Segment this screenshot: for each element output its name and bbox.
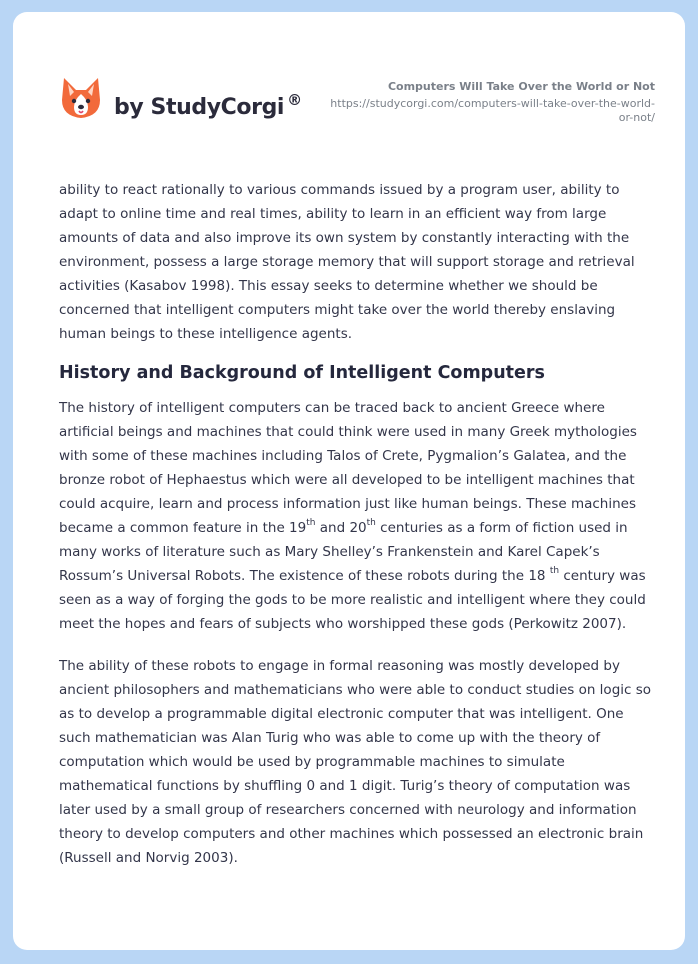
document-url[interactable] [295, 97, 655, 125]
paragraph-2-part-a: The history of intelligent computers can be traced back to ancient Greece where artificial beings and machines that could think were used in many Greek mythologies with some of these machines including Talos of Crete, Pygmalion’s Galatea, and the bronze robot of Hephaestus which were all developed to be intelligent machines that could acquire, learn and process information just like human beings. These machines became a common feature in the 19 [59, 400, 637, 536]
superscript-th-1: th [306, 518, 316, 528]
superscript-th-2: th [366, 518, 376, 528]
document-title: Computers Will Take Over the World or Not [387, 80, 655, 93]
document-url-line1: https://studycorgi.com/computers-will-take-over-the-world- [330, 97, 655, 110]
section-heading: History and Background of Intelligent Computers [59, 363, 545, 383]
document-url-line2: or-not/ [618, 111, 655, 124]
corgi-logo-icon[interactable] [60, 76, 102, 120]
paragraph-2-part-b: and 20 [315, 520, 367, 536]
page-header [13, 12, 685, 142]
superscript-th-3: th [549, 566, 560, 576]
paragraph-1: ability to react rationally to various commands issued by a program user, ability to adapt to online time and real times, ability to learn in an efficient way from large amounts of data and also improve its own system by constantly interacting with the environment, possess a large storage memory that will support storage and retrieval activities (Kasabov 1998). This essay seeks to determine whether we should be concerned that intelligent computers might take over the world thereby enslaving human beings to these intelligence agents. [59, 182, 635, 342]
document-page [13, 12, 685, 950]
registered-mark: ® [287, 91, 302, 109]
brand-name: by StudyCorgi [114, 95, 285, 120]
paragraph-2-part-c: centuries as a form of fiction used in many works of literature such as Mary Shelley’s Frankenstein and Karel Capek’s Rossum’s Universal Robots. The existence of these robots during the 18 [59, 520, 628, 584]
paragraph-2 [59, 396, 659, 636]
document-meta [295, 80, 655, 125]
brand-logo-text[interactable] [114, 91, 302, 120]
paragraph-3: The ability of these robots to engage in formal reasoning was mostly developed by ancient philosophers and mathematicians who were able to conduct studies on logic so as to develop a programmable digital electronic computer that was intelligent. One such mathematician was Alan Turig who was able to come up with the theory of computation which would be used by programmable machines to simulate mathematical functions by shuffling 0 and 1 digit. Turig’s theory of computation was later used by a small group of researchers concerned with neurology and information theory to develop computers and other machines which possessed an electronic brain (Russell and Norvig 2003). [59, 658, 652, 866]
document-body [59, 178, 659, 870]
paragraph-2-part-d: century was seen as a way of forging the gods to be more realistic and intelligent where they could meet the hopes and fears of subjects who worshipped these gods (Perkowitz 2007). [59, 568, 646, 632]
